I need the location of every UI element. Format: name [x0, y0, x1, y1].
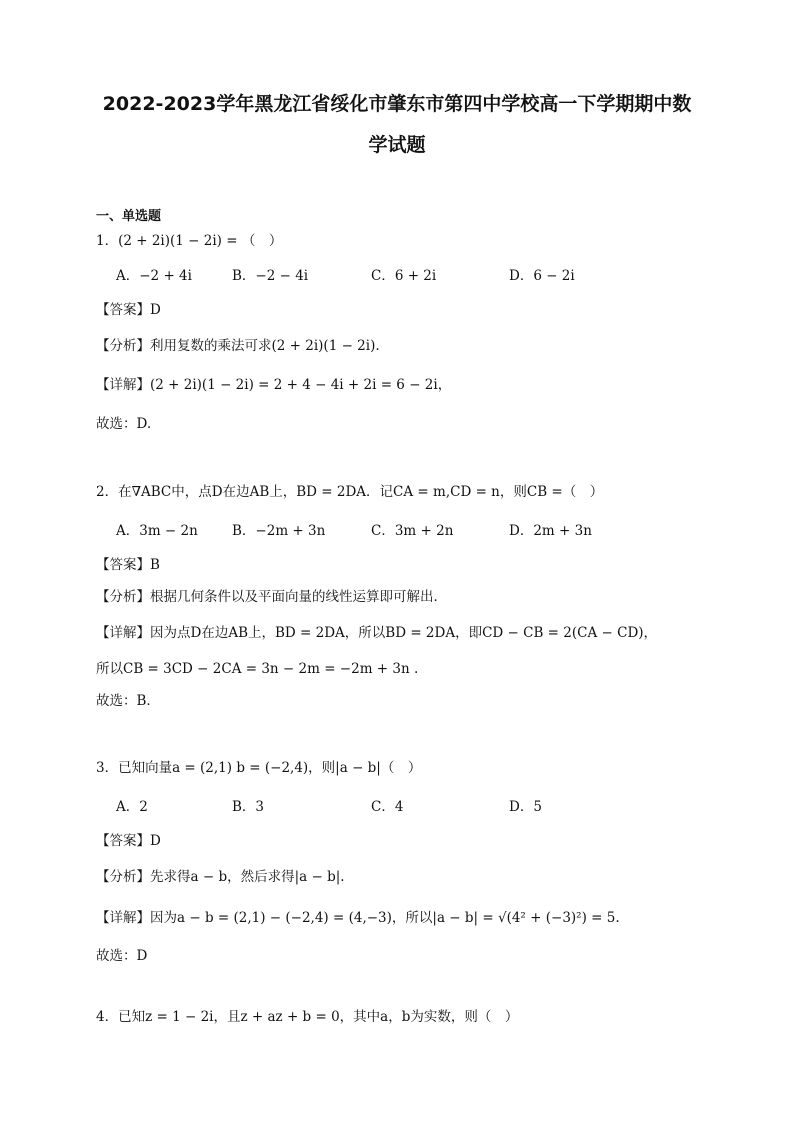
question-2-choose: 故选：B． [96, 693, 160, 709]
question-3-option-a: A．2 [116, 799, 148, 815]
question-3-analysis: 【分析】先求得a − b，然后求得|a − b|. [96, 869, 345, 885]
question-2-detail-line2: 所以CB = 3CD − 2CA = 3n − 2m = −2m + 3n . [96, 661, 419, 677]
question-2-option-b: B．−2m + 3n [232, 523, 326, 539]
question-1-option-d: D．6 − 2i [509, 268, 575, 284]
question-4-stem: 4．已知z = 1 − 2i，且z + az + b = 0，其中a，b为实数，则（ ） [96, 1009, 519, 1025]
question-1-detail: 【详解】(2 + 2i)(1 − 2i) = 2 + 4 − 4i + 2i = 6 − 2i， [96, 377, 452, 393]
question-3-detail: 【详解】因为a − b = (2,1) − (−2,4) = (4,−3)，所以|a − b| = √(4² + (−3)²) = 5. [96, 910, 620, 926]
question-2-detail-line1: 【详解】因为点D在边AB上，BD = 2DA，所以BD = 2DA，即CD − CB = 2(CA − CD)， [96, 625, 658, 641]
question-3-option-b: B．3 [232, 799, 265, 815]
document-title-line2: 学试题 [368, 134, 426, 156]
question-1-option-b: B．−2 − 4i [232, 268, 309, 284]
question-3-choose: 故选：D [96, 948, 148, 964]
question-1-choose: 故选：D. [96, 416, 152, 432]
section-heading: 一、单选题 [96, 209, 162, 224]
question-2-option-c: C．3m + 2n [371, 523, 454, 539]
question-3-option-c: C．4 [371, 799, 404, 815]
document-title-line1: 2022-2023学年黑龙江省绥化市肇东市第四中学校高一下学期期中数 [102, 93, 692, 115]
question-1-answer: 【答案】D [96, 302, 161, 318]
question-2-answer: 【答案】B [96, 557, 160, 573]
question-3-option-d: D．5 [509, 799, 542, 815]
question-1-stem: 1．(2 + 2i)(1 − 2i) = （ ） [96, 233, 283, 249]
question-2-option-d: D．2m + 3n [509, 523, 592, 539]
question-3-stem: 3．已知向量a = (2,1) b = (−2,4)，则|a − b|（ ） [96, 760, 422, 776]
question-3-answer: 【答案】D [96, 833, 161, 849]
question-2-option-a: A．3m − 2n [116, 523, 198, 539]
question-1-option-a: A．−2 + 4i [116, 268, 192, 284]
question-2-analysis: 【分析】根据几何条件以及平面向量的线性运算即可解出． [96, 589, 447, 605]
question-1-option-c: C．6 + 2i [371, 268, 437, 284]
question-2-stem: 2．在∇ABC中，点D在边AB上，BD = 2DA．记CA = m,CD = n，则CB =（ ） [96, 484, 604, 500]
question-1-analysis: 【分析】利用复数的乘法可求(2 + 2i)(1 − 2i). [96, 338, 380, 354]
